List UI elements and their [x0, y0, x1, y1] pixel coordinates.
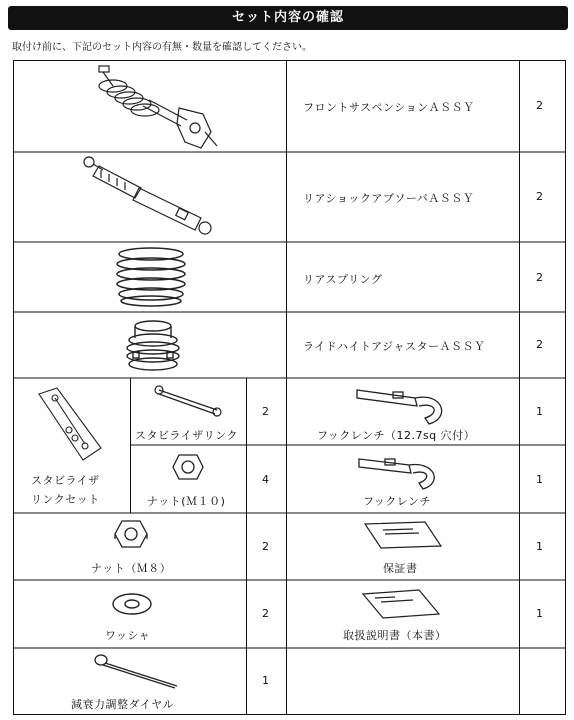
nut-m10-icon	[171, 453, 205, 487]
parts-table	[13, 60, 566, 715]
hook-wrench-with-hole-icon	[353, 382, 453, 430]
nut-m8-icon	[113, 519, 149, 555]
rear-spring-icon	[113, 246, 189, 312]
damping-dial-qty: 1	[262, 674, 269, 687]
stabilizer-link-qty: 2	[262, 405, 269, 418]
nut-m8-label: ナット（Ｍ８）	[91, 562, 172, 575]
front-suspension-label: フロントサスペンションＡＳＳＹ	[303, 101, 475, 114]
stabilizer-link-set-icon	[35, 384, 105, 470]
ride-height-label: ライドハイトアジャスターＡＳＳＹ	[303, 340, 486, 353]
damping-dial-label: 減衰力調整ダイヤル	[71, 698, 175, 711]
hook-wrench-qty: 1	[536, 473, 543, 486]
ride-height-qty: 2	[536, 338, 543, 351]
front-suspension-qty: 2	[536, 99, 543, 112]
stabilizer-link-icon	[153, 384, 223, 424]
manual-label: 取扱説明書（本書）	[343, 629, 447, 642]
nut-m8-qty: 2	[262, 540, 269, 553]
manual-qty: 1	[536, 607, 543, 620]
hook-wrench-icon	[355, 453, 445, 497]
warranty-card-icon	[363, 520, 443, 554]
washer-qty: 2	[262, 607, 269, 620]
nut-m10-qty: 4	[262, 473, 269, 486]
nut-m10-label: ナット(Ｍ１０)	[147, 495, 226, 508]
damping-adjust-dial-icon	[93, 652, 183, 696]
ride-height-adjuster-icon	[123, 318, 183, 378]
stabilizer-link-label: スタビライザリンク	[135, 429, 238, 442]
stabilizer-set-label-2: リンクセット	[31, 493, 100, 506]
washer-icon	[111, 592, 153, 620]
rear-shock-qty: 2	[536, 190, 543, 203]
intro-text: 取付け前に、下記のセット内容の有無・数量を確認してください。	[12, 42, 312, 53]
rear-shock-label: リアショックアブソーバＡＳＳＹ	[303, 192, 475, 205]
hook-wrench-label: フックレンチ	[363, 495, 431, 508]
warranty-label: 保証書	[383, 562, 418, 575]
hook-wrench-hole-label: フックレンチ（12.7sq 穴付）	[317, 429, 476, 442]
front-suspension-icon	[83, 62, 223, 156]
warranty-qty: 1	[536, 540, 543, 553]
rear-spring-label: リアスプリング	[303, 273, 383, 286]
rear-spring-qty: 2	[536, 271, 543, 284]
washer-label: ワッシャ	[105, 629, 151, 642]
page-title: セット内容の確認	[8, 6, 568, 30]
stabilizer-set-label-1: スタビライザ	[31, 474, 100, 487]
instruction-manual-icon	[361, 588, 441, 624]
hook-wrench-hole-qty: 1	[536, 405, 543, 418]
rear-shock-absorber-icon	[81, 154, 221, 244]
